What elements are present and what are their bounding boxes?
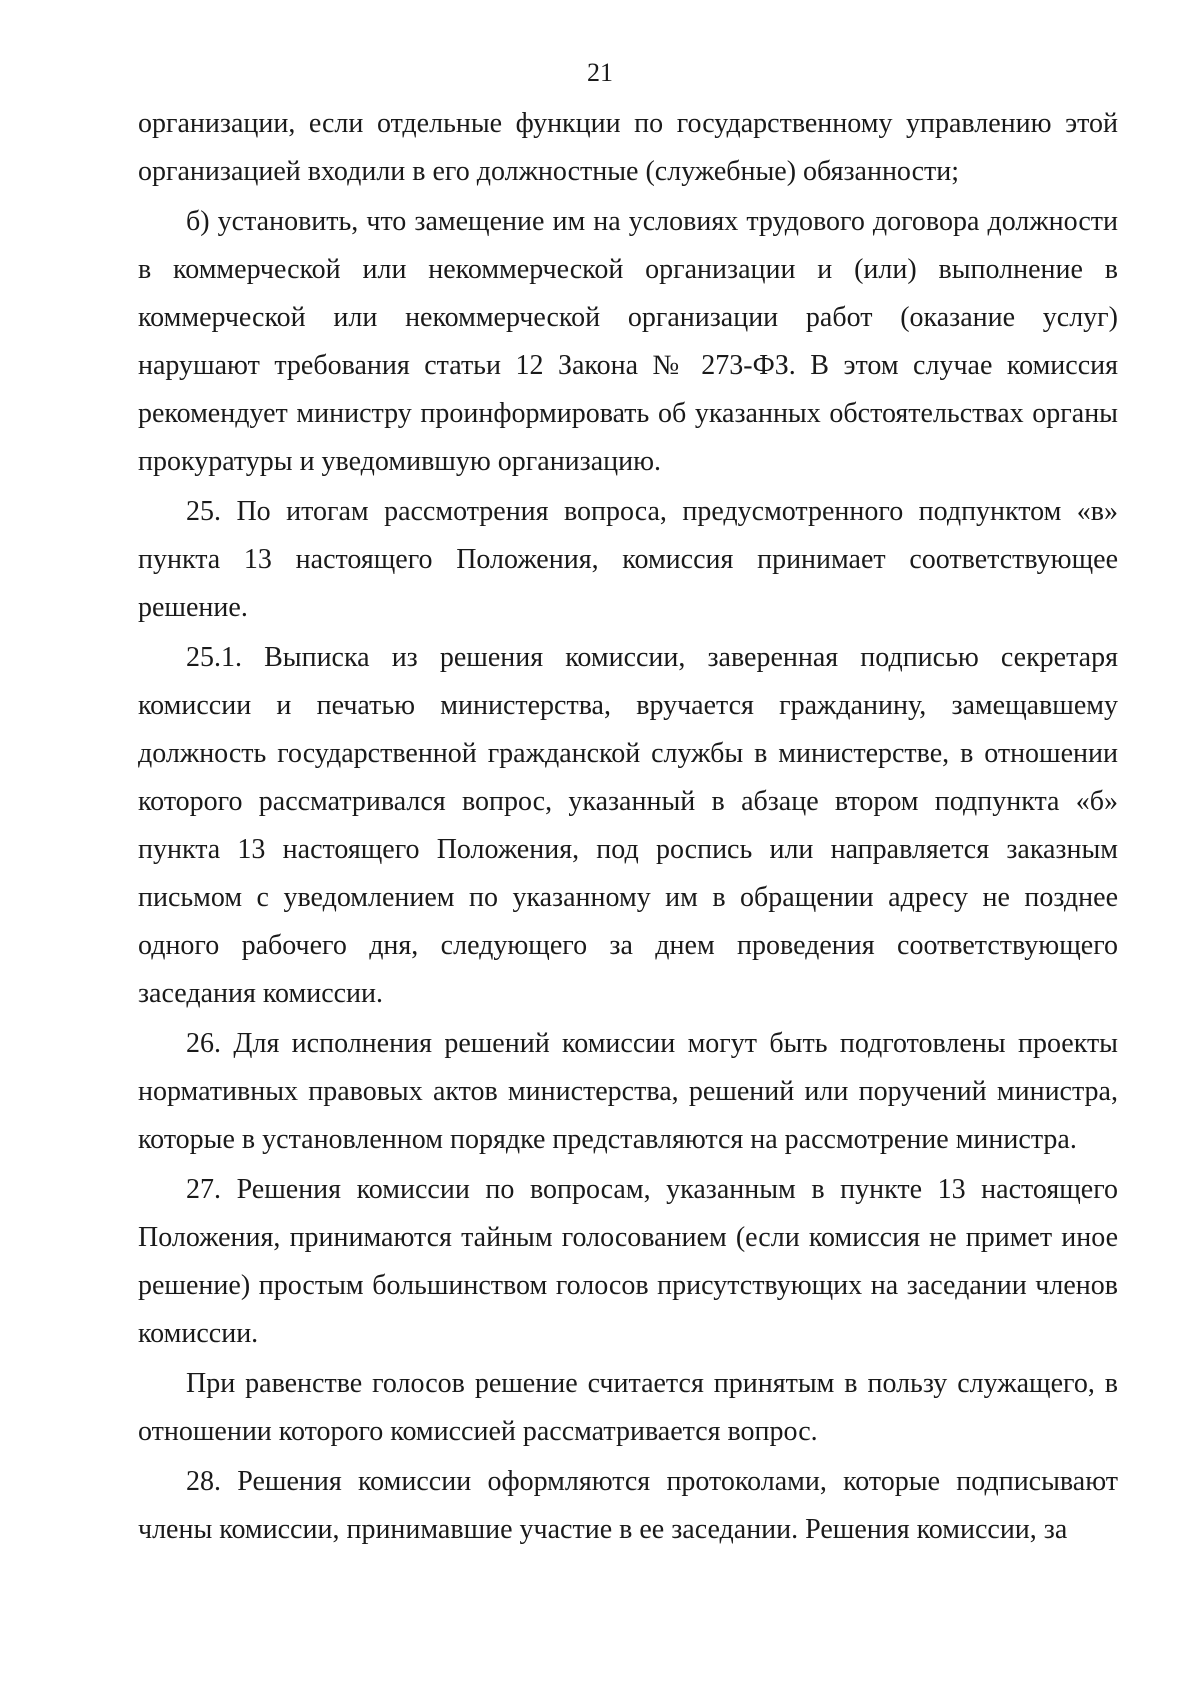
paragraph-equal-votes: При равенстве голосов решение считается принятым в пользу служащего, в отношении которого комиссией рассматривается вопрос. — [138, 1368, 1118, 1447]
paragraph-27: 27. Решения комиссии по вопросам, указанным в пункте 13 настоящего Положения, принимаются тайным голосованием (если комиссия не примет иное решение) простым большинством голосов присутствующих на заседании членов комиссии. — [138, 1174, 1118, 1349]
page-number: 21 — [587, 58, 613, 87]
paragraph-25: 25. По итогам рассмотрения вопроса, предусмотренного подпунктом «в» пункта 13 настоящего Положения, комиссия принимает соответствующее решение. — [138, 496, 1118, 623]
paragraph-25-1: 25.1. Выписка из решения комиссии, заверенная подписью секретаря комиссии и печатью министерства, вручается гражданину, замещавшему должность государственной гражданской службы в министерстве, в отношении которого рассматривался вопрос, указанный в абзаце втором подпункта «б» пункта 13 настоящего Положения, под роспись или направляется заказным письмом с уведомлением по указанному им в обращении адресу не позднее одного рабочего дня, следующего за днем проведения соответствующего заседания комиссии. — [138, 642, 1118, 1009]
paragraph-28: 28. Решения комиссии оформляются протоколами, которые подписывают члены комиссии, принимавшие участие в ее заседании. Решения комиссии, за — [138, 1466, 1118, 1545]
paragraph-26: 26. Для исполнения решений комиссии могут быть подготовлены проекты нормативных правовых актов министерства, решений или поручений министра, которые в установленном порядке представляются на рассмотрение министра. — [138, 1028, 1118, 1155]
document-body — [138, 100, 1118, 1554]
paragraph-subpoint-b: б) установить, что замещение им на условиях трудового договора должности в коммерческой или некоммерческой организации и (или) выполнение в коммерческой или некоммерческой организации работ (оказание услуг) нарушают требования статьи 12 Закона № 273-ФЗ. В этом случае комиссия рекомендует министру проинформировать об указанных обстоятельствах органы прокуратуры и уведомившую организацию. — [138, 206, 1118, 477]
paragraph-continuation: организации, если отдельные функции по государственному управлению этой организацией входили в его должностные (служебные) обязанности; — [138, 108, 1118, 187]
